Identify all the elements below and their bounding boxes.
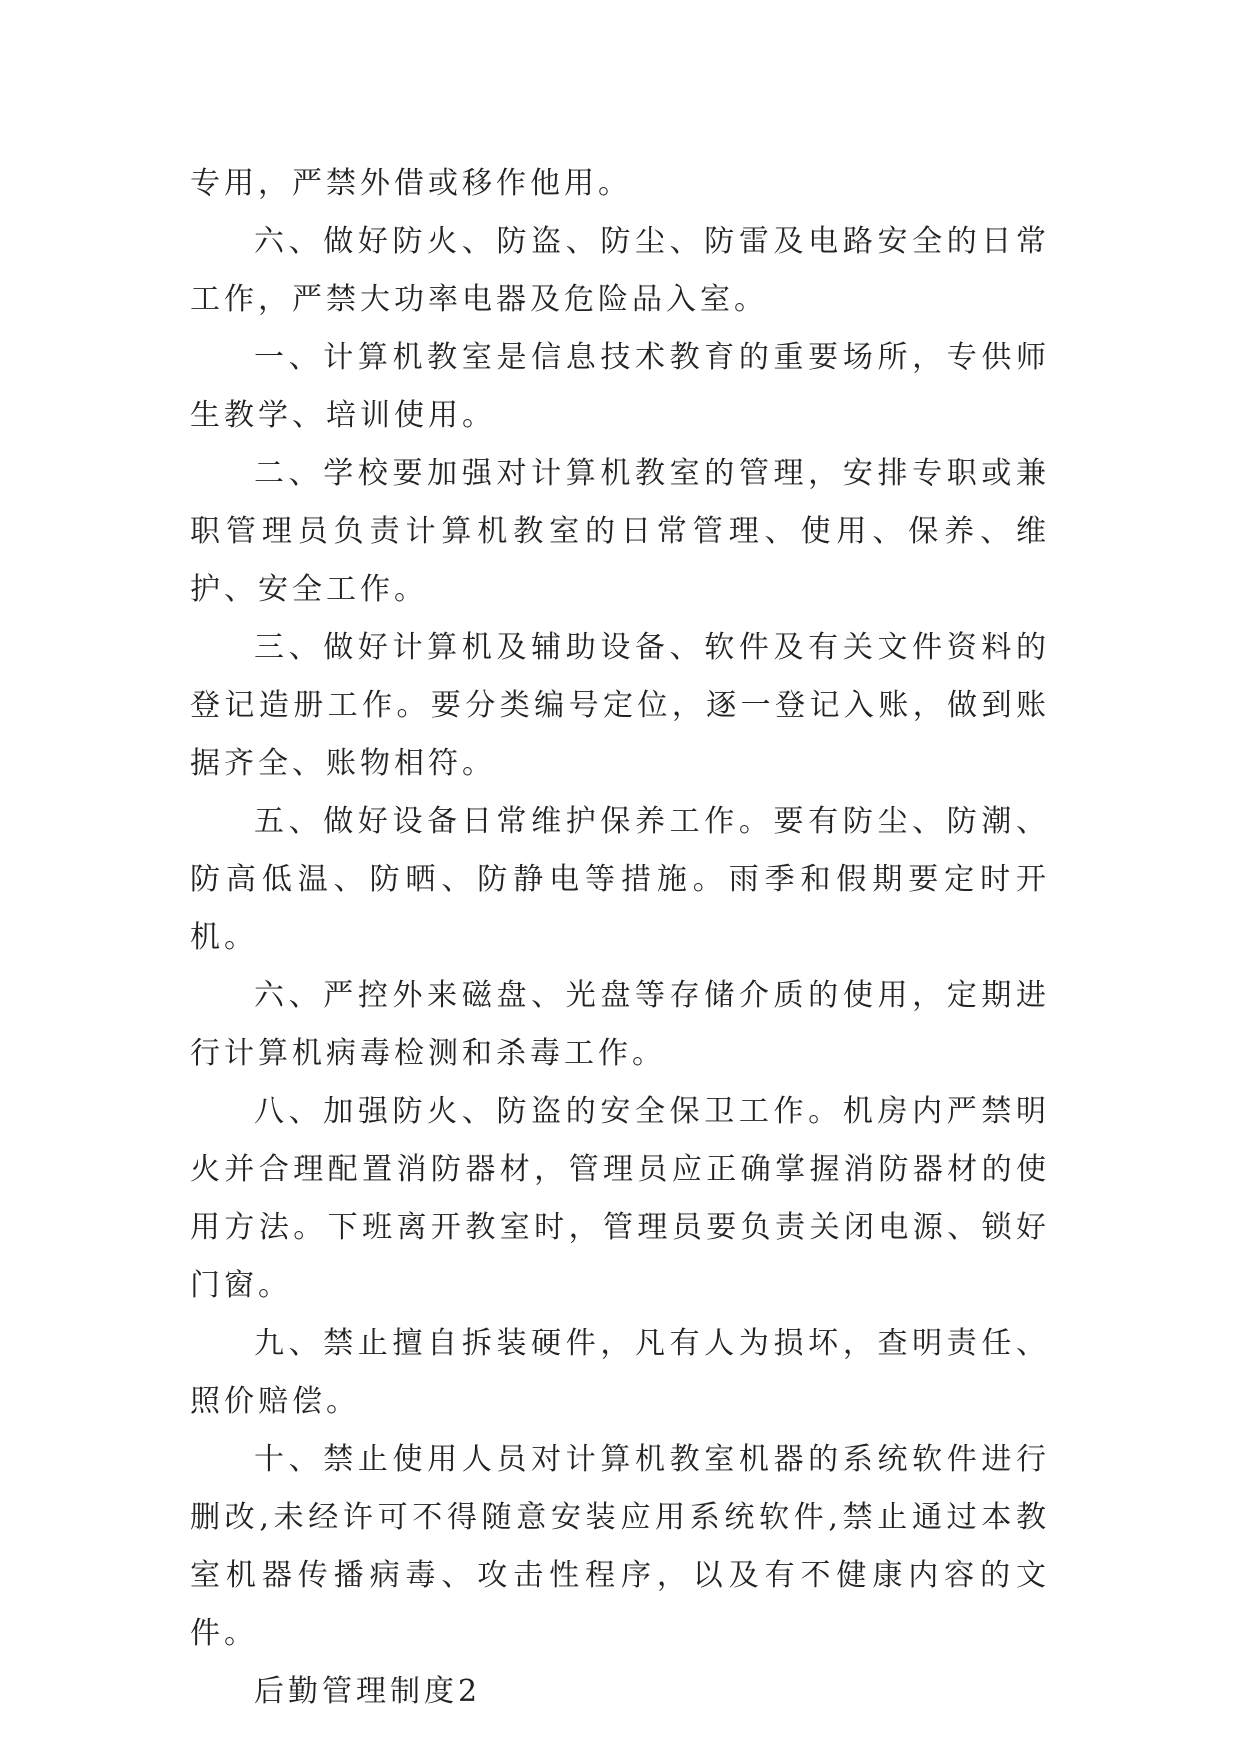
- paragraph: 三、做好计算机及辅助设备、软件及有关文件资料的登记造册工作。要分类编号定位，逐一登记入账，做到账据齐全、账物相符。: [190, 630, 1050, 781]
- paragraph: 六、严控外来磁盘、光盘等存储介质的使用，定期进行计算机病毒检测和杀毒工作。: [190, 978, 1050, 1071]
- paragraph: 九、禁止擅自拆装硬件，凡有人为损坏，查明责任、照价赔偿。: [190, 1326, 1050, 1419]
- paragraph: 五、做好设备日常维护保养工作。要有防尘、防潮、防高低温、防晒、防静电等措施。雨季和假期要定时开机。: [190, 804, 1050, 955]
- paragraph: 二、学校要加强对计算机教室的管理，安排专职或兼职管理员负责计算机教室的日常管理、使用、保养、维护、安全工作。: [190, 456, 1050, 607]
- paragraph: 十、禁止使用人员对计算机教室机器的系统软件进行删改,未经许可不得随意安装应用系统软件,禁止通过本教室机器传播病毒、攻击性程序，以及有不健康内容的文件。: [190, 1442, 1050, 1651]
- section-heading: 后勤管理制度2: [254, 1674, 482, 1709]
- paragraph: 一、计算机教室是信息技术教育的重要场所，专供师生教学、培训使用。: [190, 340, 1050, 433]
- paragraph: 六、做好防火、防盗、防尘、防雷及电路安全的日常工作，严禁大功率电器及危险品入室。: [190, 224, 1050, 317]
- paragraph: 八、加强防火、防盗的安全保卫工作。机房内严禁明火并合理配置消防器材，管理员应正确掌握消防器材的使用方法。下班离开教室时，管理员要负责关闭电源、锁好门窗。: [190, 1094, 1050, 1303]
- paragraph: 专用，严禁外借或移作他用。: [190, 166, 632, 201]
- document-body: [190, 155, 1050, 1721]
